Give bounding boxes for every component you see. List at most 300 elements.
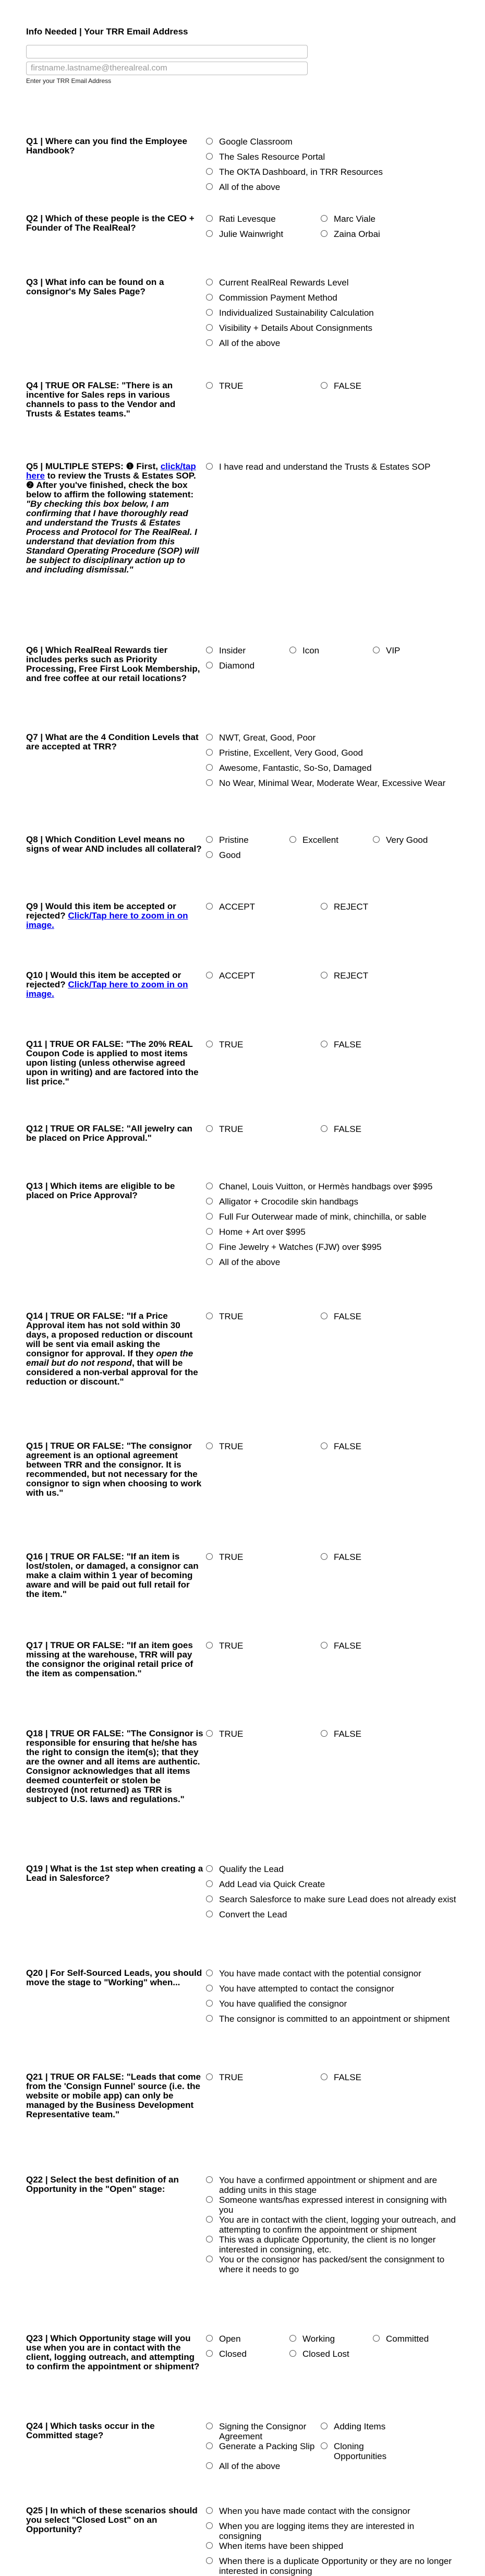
answer-option[interactable] (206, 2215, 456, 2235)
answer-option-label: Add Lead via Quick Create (219, 1879, 325, 1889)
answer-option[interactable] (206, 1984, 456, 1999)
radio-icon[interactable] (206, 734, 213, 741)
answer-option-label: Search Salesforce to make sure Lead does not already exist (219, 1894, 456, 1904)
answer-option-label: No Wear, Minimal Wear, Moderate Wear, Excessive Wear (219, 778, 446, 788)
answer-options (206, 2334, 456, 2364)
answer-option-label: I have read and understand the Trusts & Estates SOP (219, 462, 431, 472)
answer-option[interactable] (206, 137, 456, 152)
radio-icon[interactable] (206, 779, 213, 786)
radio-icon[interactable] (206, 2176, 213, 2183)
answer-options (206, 1552, 456, 1567)
question-prompt: Q21 | TRUE OR FALSE: "Leads that come from the 'Consign Funnel' source (i.e. the website or mobile app) can only be managed by the Business Development Representative team." (26, 2072, 201, 2119)
radio-icon[interactable] (321, 1642, 328, 1649)
radio-icon[interactable] (206, 1442, 213, 1449)
question-prompt (26, 902, 203, 930)
answer-option[interactable] (206, 214, 321, 229)
question-prompt: Q2 | Which of these people is the CEO + Founder of The RealReal? (26, 213, 195, 233)
question-prompt (26, 1311, 203, 1387)
email-blank-field[interactable] (26, 45, 308, 58)
prompt-text: Q5 | MULTIPLE STEPS: ❶ First, (26, 461, 161, 471)
answer-options (206, 462, 456, 477)
answer-options (206, 2506, 456, 2576)
answer-option-label: FALSE (334, 1311, 361, 1321)
answer-option[interactable] (206, 1311, 321, 1327)
radio-icon[interactable] (206, 230, 213, 237)
answer-option-label: TRUE (219, 1729, 244, 1739)
answer-option[interactable] (373, 835, 456, 850)
answer-option[interactable] (289, 2349, 373, 2364)
answer-option-label: Generate a Packing Slip (219, 2441, 315, 2451)
answer-option-label: Excellent (302, 835, 338, 845)
question-prompt: Q24 | Which tasks occur in the Committed stage? (26, 2421, 155, 2440)
answer-option[interactable] (206, 323, 456, 338)
answer-option[interactable] (206, 152, 456, 167)
question-prompt: Q3 | What info can be found on a consignor's My Sales Page? (26, 277, 164, 296)
radio-icon[interactable] (206, 294, 213, 301)
answer-option[interactable] (206, 2506, 456, 2521)
radio-icon[interactable] (206, 138, 213, 145)
answer-option[interactable] (206, 2255, 456, 2274)
answer-option[interactable] (206, 381, 321, 396)
question-prompt: Q22 | Select the best definition of an Opportunity in the "Open" stage: (26, 2175, 179, 2194)
answer-options (206, 381, 456, 396)
radio-icon[interactable] (206, 153, 213, 160)
answer-option[interactable] (206, 2349, 289, 2364)
radio-icon[interactable] (321, 1730, 328, 1737)
radio-icon[interactable] (206, 1970, 213, 1976)
answer-option[interactable] (206, 167, 456, 182)
radio-icon[interactable] (206, 1865, 213, 1872)
question-prompt: Q16 | TRUE OR FALSE: "If an item is lost/stolen, or damaged, a consignor can make a claim within 1 year of becoming aware and will be paid out full retail for the item." (26, 1552, 199, 1599)
question-prompt: Q15 | TRUE OR FALSE: "The consignor agreement is an optional agreement between TRR and the consignor. It is recommended, but not necessary for the consignor to sign when choosing to work with us." (26, 1441, 202, 1498)
prompt-italic-text: open the email but do not respond (26, 1349, 193, 1368)
checkbox-icon[interactable] (206, 463, 213, 470)
radio-icon[interactable] (289, 2335, 296, 2342)
answer-option-label: TRUE (219, 2072, 244, 2082)
answer-option[interactable] (206, 1212, 456, 1227)
answer-options (206, 2422, 456, 2476)
radio-icon[interactable] (206, 1880, 213, 1887)
answer-option[interactable] (206, 1182, 456, 1197)
answer-option-label: Individualized Sustainability Calculation (219, 308, 374, 318)
answer-option[interactable] (321, 2422, 404, 2441)
answer-option[interactable] (206, 1894, 456, 1910)
answer-option[interactable] (206, 748, 456, 763)
answer-option-label: Signing the Consignor Agreement (219, 2422, 307, 2441)
radio-icon[interactable] (321, 1125, 328, 1132)
answer-option-label: You are in contact with the client, logging your outreach, and attempting to confirm the appointment or shipment (219, 2215, 456, 2235)
radio-icon[interactable] (206, 382, 213, 389)
radio-icon[interactable] (206, 1183, 213, 1189)
answer-option-label: TRUE (219, 1124, 244, 1134)
answer-option[interactable] (321, 2441, 404, 2461)
radio-icon[interactable] (206, 1041, 213, 1047)
answer-option-label: Rati Levesque (219, 214, 276, 224)
radio-icon[interactable] (321, 1442, 328, 1449)
radio-icon[interactable] (206, 851, 213, 858)
answer-option-label: All of the above (219, 182, 281, 192)
answer-option[interactable] (321, 1729, 435, 1744)
answer-option[interactable] (206, 2014, 456, 2029)
answer-option-label: FALSE (334, 1040, 361, 1050)
radio-icon[interactable] (206, 836, 213, 843)
answer-options (206, 214, 456, 244)
answer-option-label: The consignor is committed to an appointment or shipment (219, 2014, 450, 2024)
radio-icon[interactable] (206, 168, 213, 175)
radio-icon[interactable] (206, 2000, 213, 2007)
radio-icon[interactable] (206, 279, 213, 285)
answer-option-label: Visibility + Details About Consignments (219, 323, 373, 333)
prompt-text: Q9 | Would this item be accepted or rejected? (26, 901, 176, 921)
answer-option[interactable] (206, 1729, 321, 1744)
radio-icon[interactable] (206, 2442, 213, 2449)
answer-options (206, 1124, 456, 1139)
radio-icon[interactable] (289, 2350, 296, 2357)
radio-icon[interactable] (206, 1228, 213, 1235)
answer-option-label: When there is a duplicate Opportunity or they are no longer interested in consigning (219, 2556, 452, 2576)
answer-option[interactable] (206, 1999, 456, 2014)
answer-option[interactable] (206, 902, 321, 917)
answer-option[interactable] (206, 1910, 456, 1925)
answer-options (206, 1864, 456, 1925)
answer-option[interactable] (321, 1124, 435, 1139)
answer-option[interactable] (206, 278, 456, 293)
answer-option-label: Fine Jewelry + Watches (FJW) over $995 (219, 1242, 382, 1252)
radio-icon[interactable] (206, 2350, 213, 2357)
radio-icon[interactable] (321, 2073, 328, 2080)
question-prompt: Q6 | Which RealReal Rewards tier includes perks such as Priority Processing, Free First Look Membership, and free coffee at our retail locations? (26, 645, 200, 683)
answer-option[interactable] (321, 902, 435, 917)
answer-option-label: Google Classroom (219, 137, 293, 147)
prompt-text: , that will be considered a non-verbal approval for the reduction or discount." (26, 1358, 198, 1387)
answer-option[interactable] (206, 1197, 456, 1212)
radio-icon[interactable] (289, 647, 296, 653)
radio-icon[interactable] (321, 972, 328, 979)
answer-option[interactable] (206, 646, 289, 661)
answer-option-label: Zaina Orbai (334, 229, 380, 239)
radio-icon[interactable] (321, 2423, 328, 2429)
radio-icon[interactable] (289, 836, 296, 843)
radio-icon[interactable] (206, 215, 213, 222)
radio-icon[interactable] (206, 309, 213, 316)
radio-icon[interactable] (206, 1243, 213, 1250)
question-prompt: Q20 | For Self-Sourced Leads, you should move the stage to "Working" when... (26, 1968, 202, 1987)
question-prompt (26, 462, 203, 575)
answer-options (206, 971, 456, 986)
answer-option[interactable] (373, 2334, 456, 2349)
radio-icon[interactable] (321, 215, 328, 222)
answer-option[interactable] (321, 1311, 435, 1327)
radio-icon[interactable] (206, 2335, 213, 2342)
answer-option[interactable] (206, 1257, 456, 1272)
prompt-text: Q10 | Would this item be accepted or rejected? (26, 970, 181, 989)
answer-option[interactable] (206, 338, 456, 353)
answer-option-label: When you have made contact with the consignor (219, 2506, 410, 2516)
radio-icon[interactable] (206, 1985, 213, 1991)
answer-option[interactable] (206, 1040, 321, 1055)
answer-option-label: FALSE (334, 1641, 361, 1651)
answer-options (206, 278, 456, 353)
radio-icon[interactable] (206, 2557, 213, 2564)
answer-option-label: Awesome, Fantastic, So-So, Damaged (219, 763, 372, 773)
answer-option[interactable] (373, 646, 456, 661)
answer-option-label: Full Fur Outerwear made of mink, chinchilla, or sable (219, 1212, 427, 1222)
radio-icon[interactable] (206, 903, 213, 910)
answer-option[interactable] (206, 2175, 456, 2195)
answer-option-label: Cloning Opportunities (334, 2441, 387, 2461)
answer-option-label: When items have been shipped (219, 2541, 344, 2551)
answer-option[interactable] (206, 835, 289, 850)
radio-icon[interactable] (206, 972, 213, 979)
answer-option[interactable] (206, 2461, 321, 2476)
answer-option-label: Alligator + Crocodile skin handbags (219, 1197, 358, 1207)
radio-icon[interactable] (321, 230, 328, 237)
answer-option-label: TRUE (219, 1441, 244, 1451)
radio-icon[interactable] (206, 2507, 213, 2514)
answer-option-label: Current RealReal Rewards Level (219, 278, 349, 288)
answer-option-label: Commission Payment Method (219, 293, 337, 303)
answer-options (206, 902, 456, 917)
answer-options (206, 2175, 456, 2274)
answer-option-label: Open (219, 2334, 241, 2344)
answer-option-label: TRUE (219, 1552, 244, 1562)
answer-option-label: TRUE (219, 1641, 244, 1651)
answer-option-label: Good (219, 850, 241, 860)
zoom-image-link[interactable]: Click/Tap here to zoom in on image. (26, 911, 188, 930)
answer-option[interactable] (206, 182, 456, 197)
answer-option-label: You have a confirmed appointment or shipment and are adding units in this stage (219, 2175, 438, 2195)
radio-icon[interactable] (321, 1313, 328, 1319)
answer-option-label: FALSE (334, 381, 361, 391)
answer-option[interactable] (206, 1969, 456, 1984)
answer-options (206, 1040, 456, 1055)
radio-icon[interactable] (206, 2216, 213, 2223)
answer-option-label: FALSE (334, 1552, 361, 1562)
answer-option[interactable] (206, 1552, 321, 1567)
answer-option[interactable] (289, 835, 373, 850)
answer-option[interactable] (321, 1552, 435, 1567)
prompt-italic-text: "By checking this box below, I am confirming that I have thoroughly read and understand the Trusts & Estates Process and Protocol for The RealReal. I understand that deviation from this Standard Operating Procedure (SOP) will be subject to disciplinary action up to and including dismissal." (26, 499, 199, 575)
question-prompt: Q1 | Where can you find the Employee Handbook? (26, 136, 187, 156)
answer-option-label: When you are logging items they are interested in consigning (219, 2521, 415, 2541)
radio-icon[interactable] (206, 1125, 213, 1132)
question-prompt: Q18 | TRUE OR FALSE: "The Consignor is responsible for ensuring that he/she has the right to consign the item(s); that they are the owner and all items are authentic. Consignor acknowledges that all items deemed counterfeit or stolen be destroyed (not returned) as TRR is subject to U.S. laws and regulations." (26, 1728, 203, 1804)
answer-option-label: All of the above (219, 1257, 281, 1267)
answer-option[interactable] (206, 462, 456, 477)
answer-option-label: TRUE (219, 1311, 244, 1321)
answer-option[interactable] (206, 1879, 456, 1894)
answer-option-label: All of the above (219, 338, 281, 348)
radio-icon[interactable] (206, 662, 213, 669)
question-prompt: Q4 | TRUE OR FALSE: "There is an incentive for Sales reps in various channels to pass to the Vendor and Trusts & Estates teams." (26, 380, 176, 419)
radio-icon[interactable] (373, 647, 380, 653)
answer-option[interactable] (206, 293, 456, 308)
answer-option-label: Pristine, Excellent, Very Good, Good (219, 748, 363, 758)
radio-icon[interactable] (206, 1730, 213, 1737)
answer-option-label: Marc Viale (334, 214, 375, 224)
answer-option-label: FALSE (334, 1124, 361, 1134)
answer-option[interactable] (321, 2072, 435, 2088)
radio-icon[interactable] (206, 764, 213, 771)
answer-option[interactable] (206, 1124, 321, 1139)
question-prompt: Q11 | TRUE OR FALSE: "The 20% REAL Coupon Code is applied to most items upon listing (unless otherwise agreed upon in writing) and are factored into the list price." (26, 1039, 199, 1087)
answer-option[interactable] (206, 1441, 321, 1457)
answer-option[interactable] (206, 733, 456, 748)
radio-icon[interactable] (206, 1895, 213, 1902)
answer-option[interactable] (206, 778, 456, 793)
question-prompt: Q7 | What are the 4 Condition Levels that are accepted at TRR? (26, 732, 199, 752)
answer-option-label: Someone wants/has expressed interest in consigning with you (219, 2195, 447, 2215)
answer-option-label: FALSE (334, 1729, 361, 1739)
answer-option[interactable] (206, 2422, 321, 2441)
radio-icon[interactable] (206, 647, 213, 653)
answer-options (206, 733, 456, 793)
radio-icon[interactable] (206, 324, 213, 331)
answer-option[interactable] (206, 229, 321, 244)
answer-option-label: Pristine (219, 835, 249, 845)
answer-option-label: TRUE (219, 381, 244, 391)
answer-option-label: All of the above (219, 2461, 281, 2471)
answer-option[interactable] (289, 2334, 373, 2349)
answer-options (206, 137, 456, 197)
answer-option-label: The OKTA Dashboard, in TRR Resources (219, 167, 383, 177)
email-input-label: Enter your TRR Email Address (26, 77, 112, 85)
prompt-text: Q14 | TRUE OR FALSE: "If a Price Approval item has not sold within 30 days, a proposed reduction or discount will be sent via email asking the consignor for approval. If they (26, 1311, 193, 1358)
answer-option[interactable] (321, 1441, 435, 1457)
email-input[interactable] (26, 62, 308, 75)
answer-option[interactable] (321, 229, 435, 244)
radio-icon[interactable] (206, 2073, 213, 2080)
radio-icon[interactable] (206, 1911, 213, 1917)
radio-icon[interactable] (321, 2442, 328, 2449)
radio-icon[interactable] (206, 1313, 213, 1319)
radio-icon[interactable] (206, 2522, 213, 2529)
answer-option-label: Closed Lost (302, 2349, 349, 2359)
answer-option-label: NWT, Great, Good, Poor (219, 733, 316, 743)
answer-option-label: ACCEPT (219, 971, 255, 981)
answer-option[interactable] (206, 763, 456, 778)
answer-option[interactable] (206, 2441, 321, 2461)
answer-option[interactable] (206, 2541, 456, 2556)
radio-icon[interactable] (321, 382, 328, 389)
answer-option-label: Diamond (219, 661, 255, 671)
answer-option[interactable] (206, 2556, 456, 2576)
answer-option[interactable] (321, 1040, 435, 1055)
radio-icon[interactable] (321, 1553, 328, 1560)
answer-option[interactable] (321, 214, 435, 229)
radio-icon[interactable] (206, 2542, 213, 2549)
answer-option-label: Julie Wainwright (219, 229, 284, 239)
radio-icon[interactable] (206, 2423, 213, 2429)
radio-icon[interactable] (206, 1198, 213, 1204)
answer-option-label: Committed (386, 2334, 429, 2344)
answer-options (206, 1441, 456, 1457)
answer-option[interactable] (206, 308, 456, 323)
question-prompt: Q23 | Which Opportunity stage will you use when you are in contact with the client, logging outreach, and attempting to confirm the appointment or shipment? (26, 2333, 200, 2371)
radio-icon[interactable] (321, 1041, 328, 1047)
answer-option-label: Very Good (386, 835, 428, 845)
answer-option[interactable] (206, 2334, 289, 2349)
answer-option[interactable] (206, 1864, 456, 1879)
prompt-text: to review the Trusts & Estates SOP. ❷ After you've finished, check the box below to affirm the following statement: (26, 471, 196, 499)
radio-icon[interactable] (206, 2196, 213, 2203)
answer-option-label: You have made contact with the potential consignor (219, 1969, 421, 1978)
answer-option[interactable] (206, 1242, 456, 1257)
answer-option-label: Chanel, Louis Vuitton, or Hermès handbags over $995 (219, 1182, 433, 1191)
radio-icon[interactable] (206, 2462, 213, 2469)
radio-icon[interactable] (373, 2335, 380, 2342)
radio-icon[interactable] (206, 2015, 213, 2022)
answer-option[interactable] (206, 2521, 456, 2541)
question-prompt: Q25 | In which of these scenarios should you select "Closed Lost" on an Opportunity? (26, 2506, 198, 2534)
answer-option[interactable] (206, 2195, 456, 2215)
radio-icon[interactable] (206, 2236, 213, 2243)
answer-option-label: Adding Items (334, 2422, 386, 2431)
answer-option-label: Insider (219, 646, 246, 655)
answer-option-label: ACCEPT (219, 902, 255, 912)
radio-icon[interactable] (206, 183, 213, 190)
question-prompt: Q13 | Which items are eligible to be placed on Price Approval? (26, 1181, 175, 1200)
question-prompt (26, 971, 203, 999)
answer-option-label: Icon (302, 646, 320, 655)
answer-option-label: You have qualified the consignor (219, 1999, 347, 2009)
radio-icon[interactable] (206, 1213, 213, 1220)
answer-option[interactable] (206, 2072, 321, 2088)
answer-option[interactable] (206, 661, 289, 676)
radio-icon[interactable] (373, 836, 380, 843)
answer-option-label: FALSE (334, 1441, 361, 1451)
answer-option-label: REJECT (334, 971, 369, 981)
answer-option[interactable] (321, 971, 435, 986)
answer-option-label: REJECT (334, 902, 369, 912)
radio-icon[interactable] (206, 749, 213, 756)
answer-options (206, 1182, 456, 1272)
answer-option[interactable] (206, 1227, 456, 1242)
answer-option-label: Closed (219, 2349, 247, 2359)
answer-option-label: You or the consignor has packed/sent the consignment to where it needs to go (219, 2255, 445, 2274)
email-section (26, 26, 318, 85)
answer-option-label: Working (302, 2334, 335, 2344)
answer-option[interactable] (321, 381, 435, 396)
answer-option-label: Home + Art over $995 (219, 1227, 306, 1237)
radio-icon[interactable] (206, 1642, 213, 1649)
prompt-link[interactable]: click/tap here (26, 461, 196, 481)
email-section-title: Info Needed | Your TRR Email Address (26, 27, 188, 37)
answer-option-label: TRUE (219, 1040, 244, 1050)
radio-icon[interactable] (321, 903, 328, 910)
answer-option[interactable] (289, 646, 373, 661)
answer-option[interactable] (206, 971, 321, 986)
answer-option-label: Qualify the Lead (219, 1864, 284, 1874)
answer-option[interactable] (206, 850, 289, 865)
answer-option[interactable] (321, 1641, 435, 1656)
answer-option-label: FALSE (334, 2072, 361, 2082)
question-prompt: Q12 | TRUE OR FALSE: "All jewelry can be placed on Price Approval." (26, 1124, 192, 1143)
answer-option[interactable] (206, 1641, 321, 1656)
answer-option-label: VIP (386, 646, 401, 655)
radio-icon[interactable] (206, 2256, 213, 2262)
answer-option-label: The Sales Resource Portal (219, 152, 325, 162)
answer-option[interactable] (206, 2235, 456, 2255)
answer-options (206, 1729, 456, 1744)
radio-icon[interactable] (206, 339, 213, 346)
question-prompt: Q19 | What is the 1st step when creating a Lead in Salesforce? (26, 1864, 203, 1883)
question-prompt: Q8 | Which Condition Level means no signs of wear AND includes all collateral? (26, 834, 202, 854)
question-prompt: Q17 | TRUE OR FALSE: "If an item goes missing at the warehouse, TRR will pay the consignor the original retail price of the item as compensation." (26, 1640, 193, 1678)
radio-icon[interactable] (206, 1553, 213, 1560)
radio-icon[interactable] (206, 1258, 213, 1265)
zoom-image-link[interactable]: Click/Tap here to zoom in on image. (26, 980, 188, 999)
